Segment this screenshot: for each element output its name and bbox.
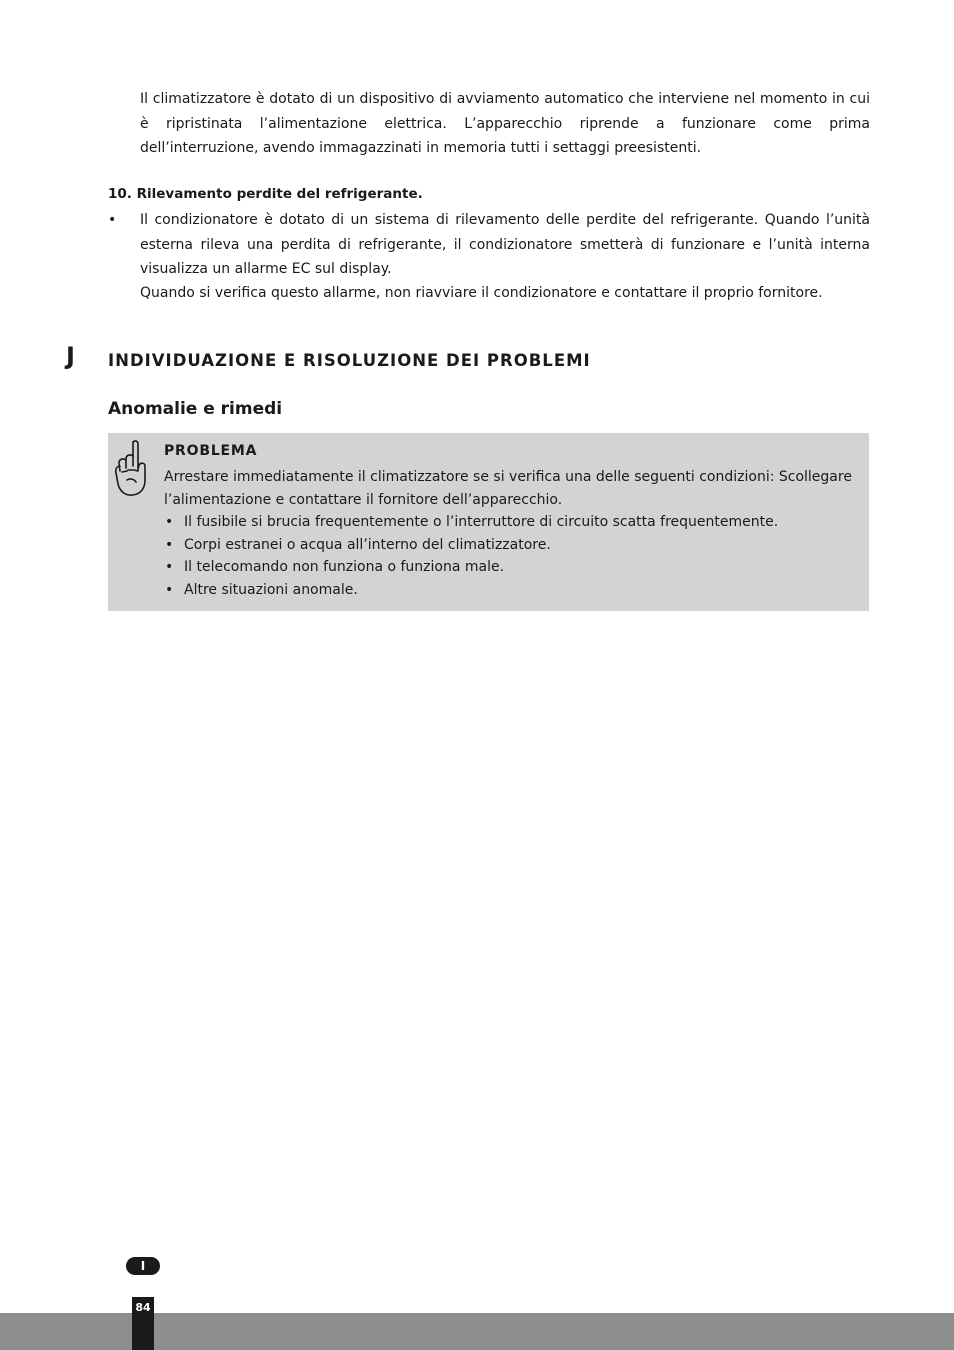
refrigerant-heading: 10. Rilevamento perdite del refrigerante. xyxy=(108,186,423,202)
list-item: • Corpi estranei o acqua all’interno del climatizzatore. xyxy=(164,534,778,557)
list-item: • Altre situazioni anomale. xyxy=(164,579,778,602)
problem-label: PROBLEMA xyxy=(164,443,258,459)
problem-text: Arrestare immediatamente il climatizzatore se si verifica una delle seguenti condizioni: Scollegare l’alimentazione e contattare il fornitore dell’apparecchio. xyxy=(164,469,852,508)
page-number: 84 xyxy=(135,1301,151,1314)
subsection-title: Anomalie e rimedi xyxy=(108,399,283,419)
section-title: INDIVIDUAZIONE E RISOLUZIONE DEI PROBLEMI xyxy=(108,351,591,370)
problem-box xyxy=(108,433,869,611)
bullet: • xyxy=(108,212,117,228)
refrigerant-paragraph-2: Quando si verifica questo allarme, non riavviare il condizionatore e contattare il proprio fornitore. xyxy=(140,285,823,301)
page-tab xyxy=(132,1297,154,1350)
intro-paragraph: Il climatizzatore è dotato di un dispositivo di avviamento automatico che interviene nel momento in cui è ripristinata l’alimentazione elettrica. L’apparecchio riprende a funzionare come prima dell’interruzione, avendo immagazzinati in memoria tutti i settaggi preesistenti. xyxy=(140,91,870,156)
refrigerant-paragraph: Il condizionatore è dotato di un sistema di rilevamento delle perdite del refrigerante. Quando l’unità esterna rileva una perdita di refrigerante, il condizionatore smetterà di funzionare e l’unità interna visualizza un allarme EC sul display. xyxy=(140,212,870,277)
list-item: • Il telecomando non funziona o funziona male. xyxy=(164,556,778,579)
list-item: • Il fusibile si brucia frequentemente o l’interruttore di circuito scatta frequentemente. xyxy=(164,511,778,534)
section-letter: J xyxy=(66,342,75,370)
problem-list xyxy=(164,511,778,601)
language-badge: I xyxy=(126,1257,160,1275)
pointing-hand-icon xyxy=(114,438,150,498)
